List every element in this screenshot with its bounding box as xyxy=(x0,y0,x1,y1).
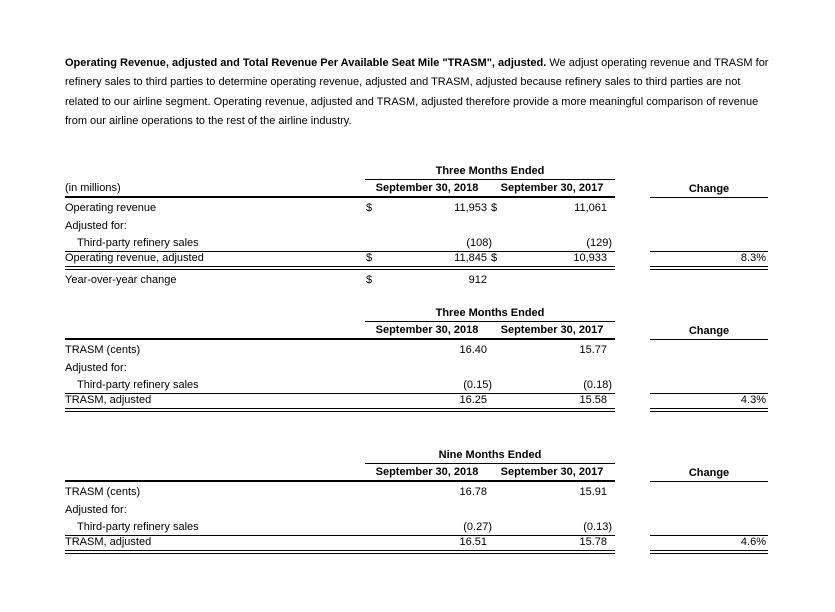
intro-paragraph xyxy=(65,54,768,131)
value-2017: 15.58 xyxy=(579,394,607,406)
value-2018: (108) xyxy=(466,237,492,249)
value-change xyxy=(650,198,768,216)
row-label: Operating revenue xyxy=(65,202,157,214)
value-2018: 16.78 xyxy=(459,486,487,498)
table-row xyxy=(65,340,768,358)
intro-bold-lead: Operating Revenue, adjusted and Total Revenue Per Available Seat Mile "TRASM", adjusted. xyxy=(65,57,547,69)
period-header: Three Months Ended xyxy=(365,307,615,322)
value-2018: (0.15) xyxy=(463,379,492,391)
value-change: 4.3% xyxy=(650,394,768,412)
column-header-change: Change xyxy=(650,180,768,198)
row-label: Operating revenue, adjusted xyxy=(65,252,204,264)
table-row xyxy=(65,270,768,288)
row-label: Year-over-year change xyxy=(65,274,177,286)
value-2018: 16.25 xyxy=(459,394,487,406)
row-label: TRASM, adjusted xyxy=(65,394,152,406)
value-2018: (0.27) xyxy=(463,521,492,533)
value-2018: 11,953 xyxy=(454,202,487,214)
row-label: Adjusted for: xyxy=(65,362,127,374)
column-header-change: Change xyxy=(650,322,768,340)
table-row xyxy=(65,198,768,216)
column-header-2018: September 30, 2018 xyxy=(375,466,479,478)
value-2017: 15.78 xyxy=(579,536,607,548)
value-2018: 11,845 xyxy=(454,252,487,264)
period-header: Nine Months Ended xyxy=(365,449,615,464)
value-2017: 15.91 xyxy=(579,486,607,498)
dollar-sign: $ xyxy=(366,274,373,286)
value-2017: 15.77 xyxy=(579,344,607,356)
value-2017: (129) xyxy=(586,237,612,249)
value-2017: 10,933 xyxy=(573,252,607,264)
value-2018: 912 xyxy=(468,274,487,286)
table-row xyxy=(65,234,768,252)
value-2017: 11,061 xyxy=(574,202,607,214)
dollar-sign: $ xyxy=(491,252,498,264)
period-header-row xyxy=(65,304,768,322)
unit-note: (in millions) xyxy=(65,182,121,194)
value-2018: 16.51 xyxy=(459,536,487,548)
column-header-row xyxy=(65,180,768,198)
table-row xyxy=(65,500,768,518)
row-label: TRASM (cents) xyxy=(65,486,141,498)
row-label: Adjusted for: xyxy=(65,504,127,516)
value-change: 8.3% xyxy=(650,252,768,270)
table-row xyxy=(65,482,768,500)
table-row-total xyxy=(65,536,768,554)
intro-line-3: related to our airline segment. Operating revenue, adjusted and TRASM, adjusted therefore provide a more meaningful comparison of revenue xyxy=(65,95,759,108)
value-2017: (0.18) xyxy=(583,379,612,391)
row-label: Third-party refinery sales xyxy=(77,379,199,391)
column-header-2018: September 30, 2018 xyxy=(375,182,479,194)
dollar-sign: $ xyxy=(366,202,373,214)
value-2017: (0.13) xyxy=(583,521,612,533)
column-header-2017: September 30, 2017 xyxy=(500,182,604,194)
row-label: TRASM, adjusted xyxy=(65,536,152,548)
value-2018: 16.40 xyxy=(459,344,487,356)
column-header-row xyxy=(65,464,768,482)
table-trasm-three-months xyxy=(65,304,768,412)
column-header-2017: September 30, 2017 xyxy=(500,466,604,478)
column-header-change: Change xyxy=(650,464,768,482)
table-row-total xyxy=(65,394,768,412)
column-header-2017: September 30, 2017 xyxy=(500,324,604,336)
table-trasm-nine-months xyxy=(65,446,768,554)
intro-line-1 xyxy=(65,54,768,73)
row-label: Third-party refinery sales xyxy=(77,521,199,533)
period-header: Three Months Ended xyxy=(365,165,615,180)
period-header-row xyxy=(65,162,768,180)
period-header-row xyxy=(65,446,768,464)
dollar-sign: $ xyxy=(366,252,373,264)
table-row xyxy=(65,376,768,394)
intro-line-4: from our airline operations to the rest of the airline industry. xyxy=(65,114,352,127)
table-row-total xyxy=(65,252,768,270)
table-row xyxy=(65,358,768,376)
table-row xyxy=(65,518,768,536)
table-operating-revenue-three-months xyxy=(65,162,768,288)
value-change: 4.6% xyxy=(650,536,768,554)
table-row xyxy=(65,216,768,234)
row-label: TRASM (cents) xyxy=(65,344,141,356)
column-header-2018: September 30, 2018 xyxy=(375,324,479,336)
row-label: Third-party refinery sales xyxy=(77,237,199,249)
intro-line-2: refinery sales to third parties to determine operating revenue, adjusted and TRASM, adjusted because refinery sales to third parties are not xyxy=(65,76,741,89)
dollar-sign: $ xyxy=(491,202,498,214)
column-header-row xyxy=(65,322,768,340)
intro-line-1-rest: We adjust operating revenue and TRASM for xyxy=(546,57,769,69)
row-label: Adjusted for: xyxy=(65,220,127,232)
